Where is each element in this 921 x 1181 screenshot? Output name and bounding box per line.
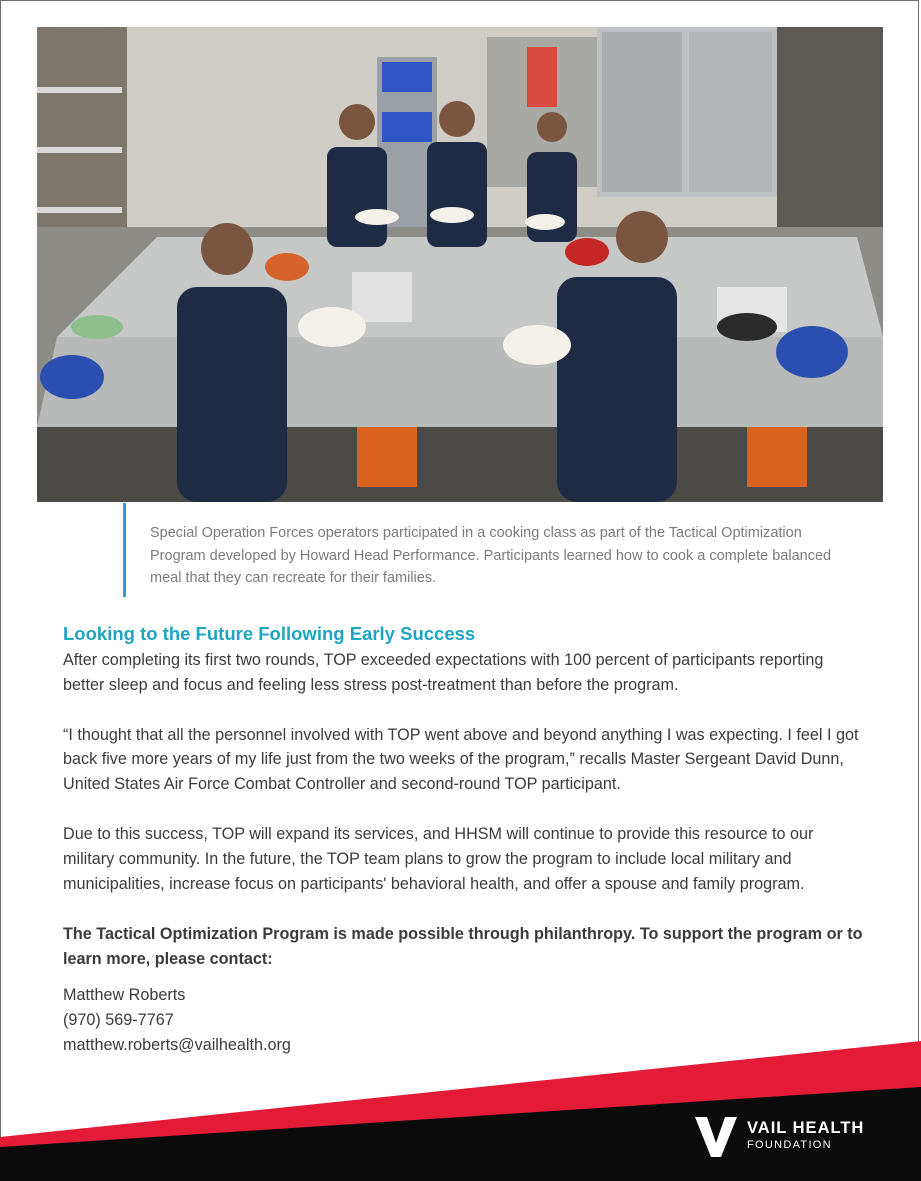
call-to-action: The Tactical Optimization Program is made possible through philanthropy. To support the program or to learn more, please contact:	[63, 925, 863, 969]
footer-band	[0, 1035, 921, 1181]
cooking-class-photo	[37, 27, 883, 502]
vail-health-v-icon	[693, 1113, 739, 1159]
logo-title: VAIL HEALTH	[747, 1119, 865, 1137]
section-heading: Looking to the Future Following Early Success	[63, 623, 476, 644]
vail-health-foundation-logo	[693, 1113, 864, 1159]
contact-email[interactable]: matthew.roberts@vailhealth.org	[63, 1035, 291, 1054]
contact-name: Matthew Roberts	[63, 985, 186, 1004]
logo-subtitle: FOUNDATION	[747, 1139, 832, 1151]
paragraph-quote: “I thought that all the personnel involved with TOP went above and beyond anything I was expecting. I feel I got back five more years of my life just from the two weeks of the program,” recalls Master Sergeant David Dunn, United States Air Force Combat Controller and second-round TOP participant.	[63, 725, 859, 794]
photo-caption: Special Operation Forces operators participated in a cooking class as part of the Tactical Optimization Program developed by Howard Head Performance. Participants learned how to cook a complete balanced meal that they can recreate for their families.	[150, 525, 832, 586]
article-body	[63, 620, 863, 1057]
paragraph-expansion: Due to this success, TOP will expand its services, and HHSM will continue to provide this resource to our military community. In the future, the TOP team plans to grow the program to include local military and municipalities, increase focus on participants' behavioral health, and offer a spouse and family program.	[63, 824, 814, 893]
caption-rule	[123, 503, 126, 597]
contact-phone[interactable]: (970) 569-7767	[63, 1010, 174, 1029]
paragraph-results: After completing its first two rounds, TOP exceeded expectations with 100 percent of participants reporting better sleep and focus and feeling less stress post-treatment than before the program.	[63, 651, 824, 694]
